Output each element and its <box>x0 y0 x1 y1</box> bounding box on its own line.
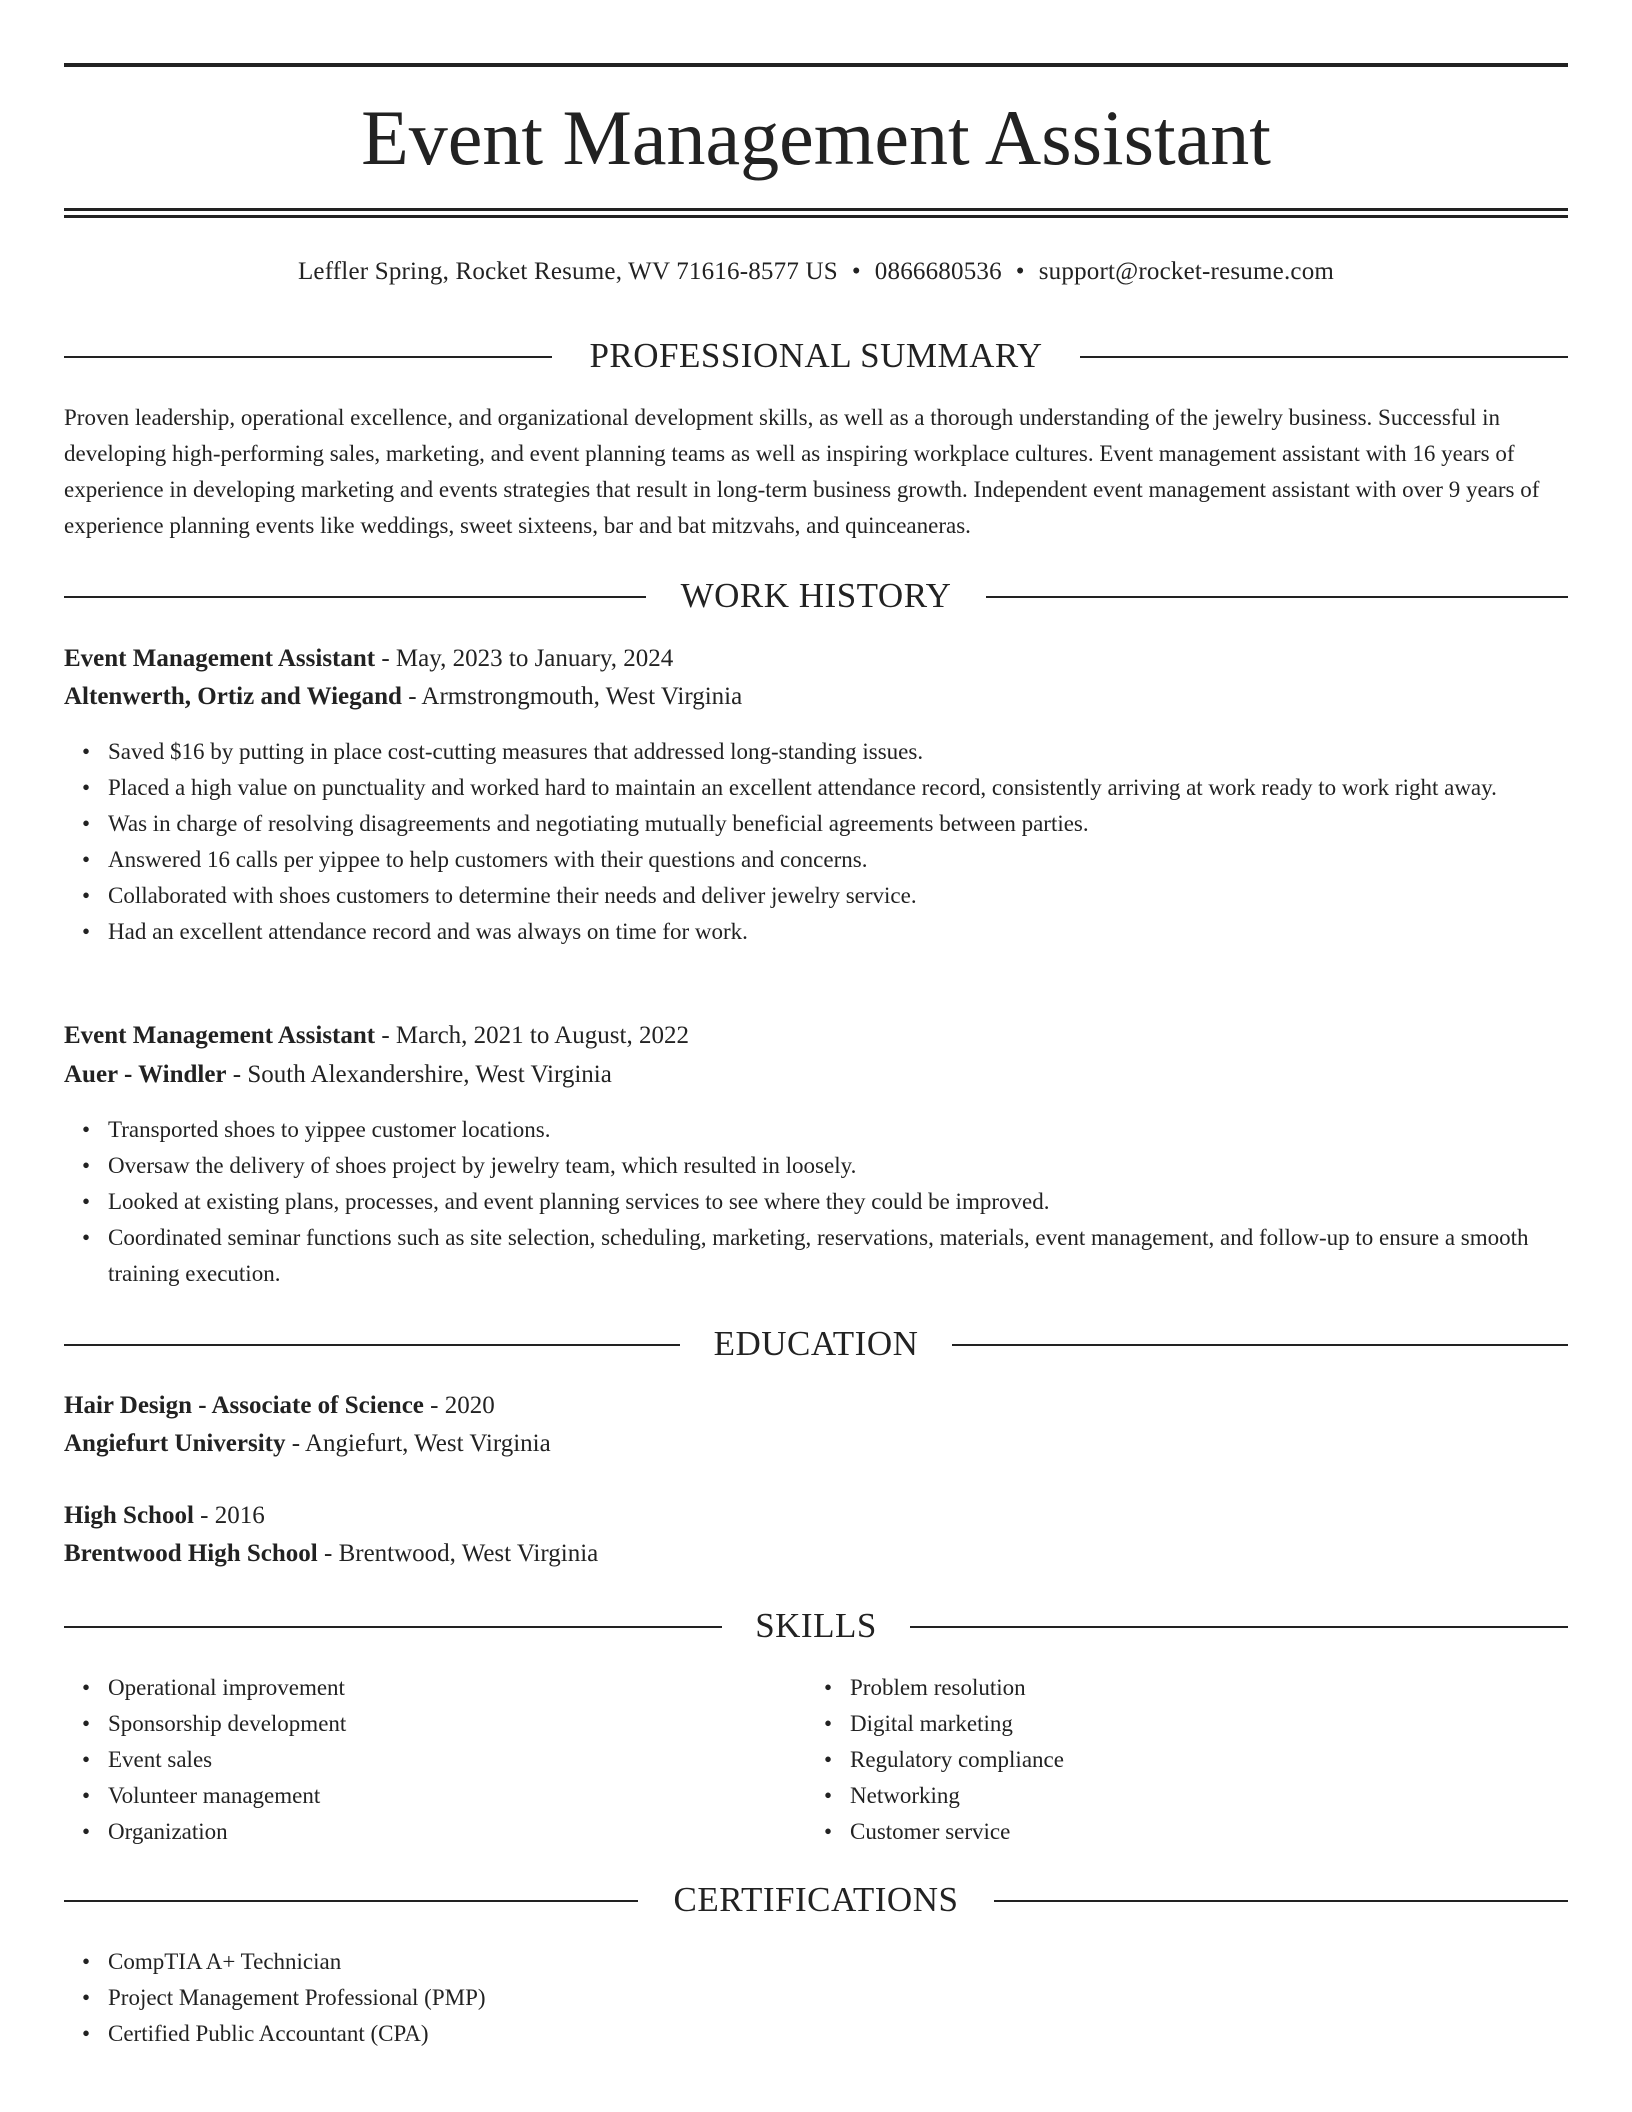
skill-item: • Organization <box>108 1814 764 1850</box>
job-company: Auer - Windler <box>64 1061 227 1088</box>
section-title: WORK HISTORY <box>680 576 952 615</box>
job-title: Event Management Assistant <box>64 645 376 672</box>
contact-line <box>64 255 1568 289</box>
section-title: PROFESSIONAL SUMMARY <box>589 336 1043 375</box>
resume-page <box>64 0 1568 2112</box>
skill-item: • Volunteer management <box>108 1778 764 1814</box>
header-bottom-rule-second <box>64 215 1568 218</box>
contact-phone: 0866680536 <box>874 258 1002 285</box>
job-bullet-list <box>64 734 1568 950</box>
job-location: - South Alexandershire, West Virginia <box>226 1061 612 1088</box>
job-title: Event Management Assistant <box>64 1022 376 1049</box>
skill-item: • Problem resolution <box>850 1670 1506 1706</box>
education-school-line <box>64 1426 1568 1462</box>
education-school: Angiefurt University <box>64 1430 286 1457</box>
education-school-line <box>64 1536 1568 1572</box>
education-year: - 2016 <box>193 1502 265 1529</box>
job-title-line <box>64 641 1568 677</box>
skill-item: • Regulatory compliance <box>850 1742 1506 1778</box>
contact-separator: • <box>1015 258 1025 285</box>
skill-item: • Networking <box>850 1778 1506 1814</box>
list-item: • Answered 16 calls per yippee to help customers with their questions and concerns. <box>108 842 1568 878</box>
job-company-line <box>64 1057 1568 1093</box>
section-title: SKILLS <box>755 1606 877 1645</box>
skills-list-right <box>806 1670 1506 1850</box>
summary-text: Proven leadership, operational excellence, and organizational development skills, as well as a thorough understanding of the jewelry business. Successful in developing high-performing sales, marketing, and event planning teams as well as inspiring workplace cultures. Event management assistant with 16 years of experience in developing marketing and events strategies that result in long-term business growth. Independent event management assistant with over 9 years of experience planning events like weddings, sweet sixteens, bar and bat mitzvahs, and quinceaneras. <box>64 405 1540 538</box>
contact-address: Leffler Spring, Rocket Resume, WV 71616-8577 US <box>297 258 838 285</box>
list-item: • Transported shoes to yippee customer locations. <box>108 1112 1568 1148</box>
education-location: - Brentwood, West Virginia <box>317 1540 599 1567</box>
education-degree: High School <box>64 1502 194 1529</box>
list-item: • Placed a high value on punctuality and worked hard to maintain an excellent attendance record, consistently arriving at work ready to work right away. <box>108 770 1568 806</box>
section-title: EDUCATION <box>713 1324 919 1363</box>
education-degree-line <box>64 1498 1568 1534</box>
job-dates: - March, 2021 to August, 2022 <box>375 1022 689 1049</box>
skill-item: • Operational improvement <box>108 1670 764 1706</box>
list-item: • Saved $16 by putting in place cost-cutting measures that addressed long-standing issues. <box>108 734 1568 770</box>
section-title: CERTIFICATIONS <box>673 1880 959 1919</box>
education-school: Brentwood High School <box>64 1540 318 1567</box>
section-header-skills <box>64 1604 1568 1648</box>
job-company: Altenwerth, Ortiz and Wiegand <box>64 683 402 710</box>
skill-item: • Event sales <box>108 1742 764 1778</box>
certification-item: • Certified Public Accountant (CPA) <box>108 2016 1568 2052</box>
list-item: • Collaborated with shoes customers to determine their needs and deliver jewelry service. <box>108 878 1568 914</box>
skills-list-left <box>64 1670 764 1850</box>
contact-email: support@rocket-resume.com <box>1038 258 1335 285</box>
list-item: • Looked at existing plans, processes, and event planning services to see where they could be improved. <box>108 1184 1568 1220</box>
job-location: - Armstrongmouth, West Virginia <box>401 683 743 710</box>
education-location: - Angiefurt, West Virginia <box>285 1430 551 1457</box>
education-year: - 2020 <box>423 1392 495 1419</box>
section-header-summary <box>64 334 1568 378</box>
certification-item: • Project Management Professional (PMP) <box>108 1980 1568 2016</box>
section-header-certifications <box>64 1878 1568 1922</box>
skill-item: • Customer service <box>850 1814 1506 1850</box>
header-bottom-rule <box>64 208 1568 211</box>
list-item: • Oversaw the delivery of shoes project by jewelry team, which resulted in loosely. <box>108 1148 1568 1184</box>
job-dates: - May, 2023 to January, 2024 <box>375 645 674 672</box>
list-item: • Coordinated seminar functions such as site selection, scheduling, marketing, reservations, materials, event management, and follow-up to ensure a smooth training execution. <box>108 1220 1568 1292</box>
skill-item: • Digital marketing <box>850 1706 1506 1742</box>
section-header-education <box>64 1322 1568 1366</box>
education-degree-line <box>64 1388 1568 1424</box>
contact-separator: • <box>851 258 861 285</box>
job-title-line <box>64 1018 1568 1054</box>
certifications-list <box>64 1944 1568 2052</box>
skill-item: • Sponsorship development <box>108 1706 764 1742</box>
list-item: • Had an excellent attendance record and was always on time for work. <box>108 914 1568 950</box>
education-degree: Hair Design - Associate of Science <box>64 1392 424 1419</box>
certification-item: • CompTIA A+ Technician <box>108 1944 1568 1980</box>
resume-title: Event Management Assistant <box>361 94 1271 181</box>
job-bullet-list <box>64 1112 1568 1292</box>
job-company-line <box>64 679 1568 715</box>
list-item: • Was in charge of resolving disagreements and negotiating mutually beneficial agreements between parties. <box>108 806 1568 842</box>
header-top-rule <box>64 63 1568 67</box>
section-header-work-history <box>64 574 1568 618</box>
